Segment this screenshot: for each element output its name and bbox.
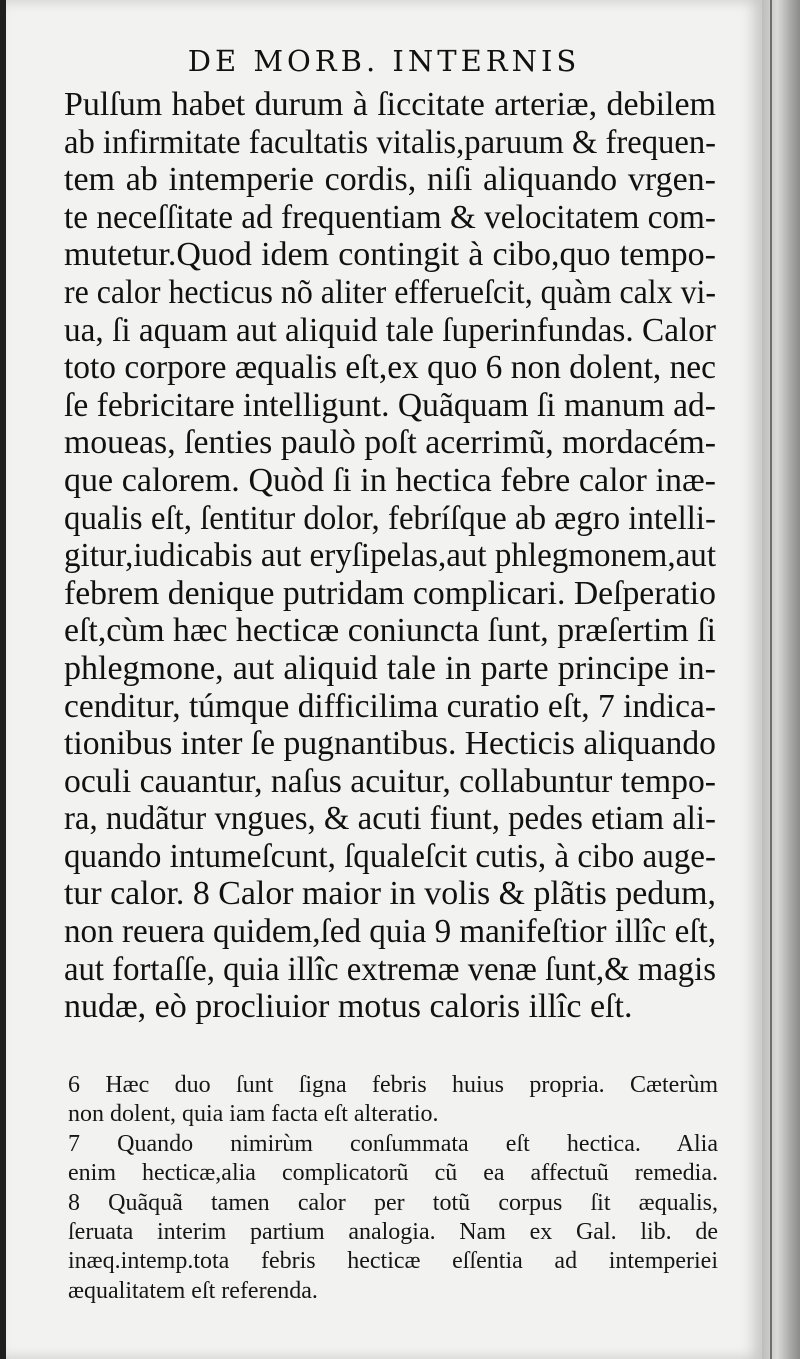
note-line: ſeruata interim partium analogia. Nam ex Gal. lib. de (68, 1219, 718, 1246)
text-line: non reuera quidem,ſed quia 9 manifeſtior illîc eſt, (64, 913, 716, 951)
text-line: ra, nudãtur vngues, & acuti fiunt, pedes etiam ali- (64, 800, 716, 838)
running-head: DE MORB. INTERNIS (187, 44, 581, 78)
main-text (64, 86, 716, 1026)
book-page (6, 0, 762, 1359)
text-line: ſe febricitare intelligunt. Quãquam ſi manum ad- (64, 386, 716, 424)
text-line: febrem denique putridam complicari. Deſperatio (64, 574, 716, 612)
note-line: æqualitatem eſt referenda. (68, 1277, 318, 1304)
note-line: enim hecticæ,alia complicatorũ cũ ea affectuũ remedia. (68, 1160, 718, 1187)
text-line: que calorem. Quòd ſi in hectica febre calor inæ- (64, 461, 716, 499)
note-line: non dolent, quia iam facta eſt alteratio. (68, 1101, 439, 1128)
text-line: Pulſum habet durum à ſiccitate arteriæ, debilem (64, 86, 716, 123)
text-line: quando intumeſcunt, ſqualeſcit cutis, à cibo auge- (64, 837, 716, 875)
text-line: tem ab intemperie cordis, niſi aliquando vrgen- (64, 161, 716, 199)
text-line: moueas, ſenties paulò poſt acerrimũ, mordacém- (64, 424, 716, 462)
text-line: eſt,cùm hæc hecticæ coniuncta ſunt, præſertim ſi (64, 612, 716, 650)
page-edge (762, 0, 800, 1359)
text-line: qualis eſt, ſentitur dolor, febríſque ab ægro intelli- (64, 499, 716, 537)
text-line: re calor hecticus nõ aliter efferueſcit, quàm calx vi- (64, 273, 716, 311)
text-line: tur calor. 8 Calor maior in volis & plãtis pedum, (64, 875, 716, 913)
text-line: phlegmone, aut aliquid tale in parte principe in- (64, 649, 716, 687)
text-line: mutetur.Quod idem contingit à cibo,quo tempo- (64, 236, 716, 274)
note-line: inæq.intemp.tota febris hecticæ eſſentia ad intemperiei (68, 1248, 718, 1275)
text-line: oculi cauantur, naſus acuitur, collabuntur tempo- (64, 762, 716, 800)
text-line: aut fortaſſe, quia illîc extremæ venæ ſunt,& magis (64, 950, 716, 988)
text-line: toto corpore æqualis eſt,ex quo 6 non dolent, nec (64, 349, 716, 387)
text-line: nudæ, eò procliuior motus caloris illîc eſt. (64, 988, 633, 1026)
text-line: tionibus inter ſe pugnantibus. Hecticis aliquando (64, 725, 716, 763)
note-line: 6 Hæc duo ſunt ſigna febris huius propria. Cæterùm (68, 1072, 718, 1098)
text-line: ua, ſi aquam aut aliquid tale ſuperinfundas. Calor (64, 311, 716, 349)
text-line: ab infirmitate facultatis vitalis,paruum & frequen- (64, 123, 716, 161)
marginal-notes (68, 1071, 718, 1306)
text-line: cenditur, túmque difficilima curatio eſt, 7 indica- (64, 687, 716, 725)
text-line: gitur,iudicabis aut eryſipelas,aut phlegmonem,aut (64, 537, 716, 575)
note-line: 7 Quando nimirùm conſummata eſt hectica. Alia (68, 1130, 718, 1157)
page-edge-shadow (770, 0, 772, 1359)
text-line: te neceſſitate ad frequentiam & velocitatem com- (64, 198, 716, 236)
note-line: 8 Quãquã tamen calor per totũ corpus ſit æqualis, (68, 1189, 718, 1216)
